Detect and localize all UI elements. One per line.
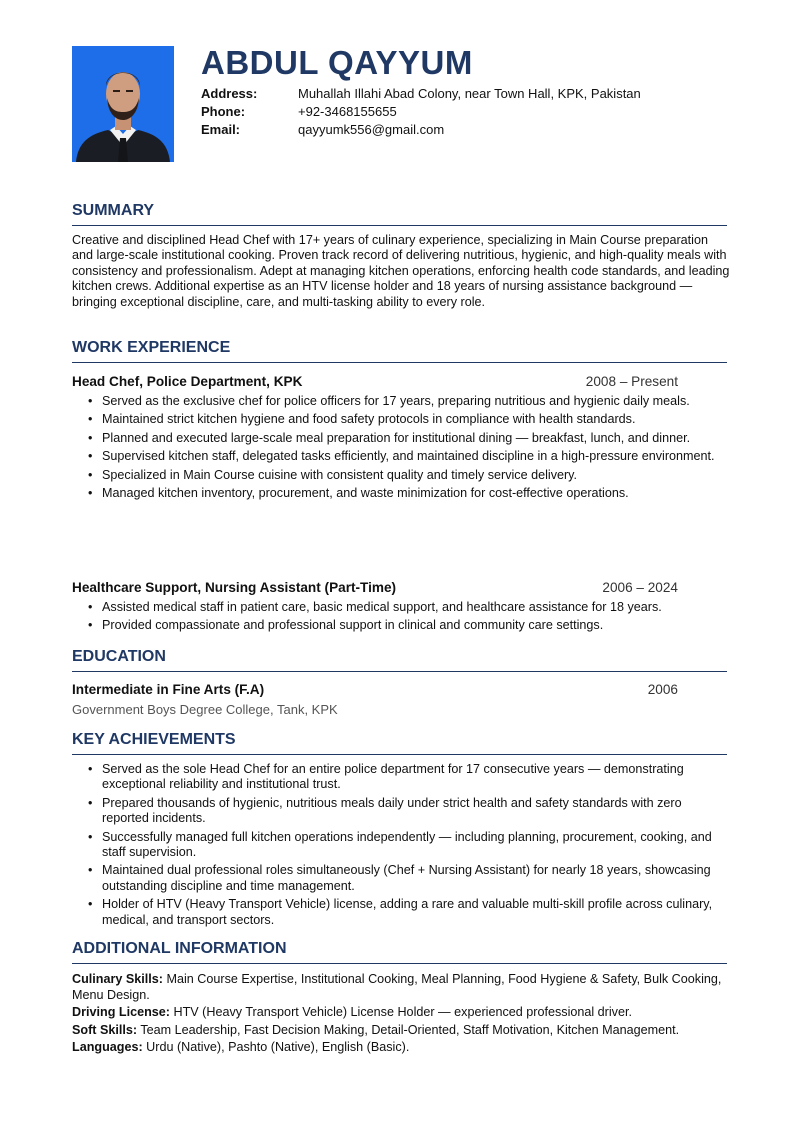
list-item: • Holder of HTV (Heavy Transport Vehicle) license, adding a rare and valuable multi-skill profile across culinary, medical, and transport sectors. bbox=[86, 897, 726, 928]
person-silhouette-icon bbox=[72, 46, 174, 162]
list-item: • Served as the exclusive chef for police officers for 17 years, preparing nutritious and hygienic daily meals. bbox=[86, 394, 726, 409]
contact-label: Phone: bbox=[201, 104, 246, 119]
list-item: • Maintained strict kitchen hygiene and food safety protocols in compliance with health standards. bbox=[86, 412, 726, 427]
info-value: Team Leadership, Fast Decision Making, Detail-Oriented, Staff Motivation, Kitchen Management. bbox=[137, 1022, 680, 1037]
profile-photo bbox=[72, 46, 174, 162]
info-value: Main Course Expertise, Institutional Cooking, Meal Planning, Food Hygiene & Safety, Bulk Cooking, Menu Design. bbox=[72, 972, 722, 1002]
achievements-heading: KEY ACHIEVEMENTS bbox=[72, 731, 727, 755]
achievements-list bbox=[86, 762, 726, 928]
info-value: Urdu (Native), Pashto (Native), English (Basic). bbox=[142, 1040, 410, 1055]
list-item: • Successfully managed full kitchen operations independently — including planning, procurement, cooking, and staff supervision. bbox=[86, 830, 726, 861]
info-row bbox=[72, 972, 732, 1003]
info-row bbox=[72, 1023, 732, 1039]
list-item: • Prepared thousands of hygienic, nutritious meals daily under strict health and safety standards with zero reported incidents. bbox=[86, 796, 726, 827]
contact-value: Muhallah Illahi Abad Colony, near Town Hall, KPK, Pakistan bbox=[298, 86, 641, 101]
degree-title: Intermediate in Fine Arts (F.A) bbox=[72, 682, 265, 697]
candidate-name: ABDUL QAYYUM bbox=[201, 44, 473, 81]
education-heading: EDUCATION bbox=[72, 648, 727, 672]
school-name: Government Boys Degree College, Tank, KPK bbox=[72, 702, 338, 717]
info-label: Culinary Skills: bbox=[72, 972, 163, 986]
list-item: • Supervised kitchen staff, delegated tasks efficiently, and maintained discipline in a high-pressure environment. bbox=[86, 449, 726, 464]
list-item: • Planned and executed large-scale meal preparation for institutional dining — breakfast, lunch, and dinner. bbox=[86, 431, 726, 446]
list-item: • Specialized in Main Course cuisine with consistent quality and timely service delivery. bbox=[86, 468, 726, 483]
additional-info-list bbox=[72, 972, 732, 1056]
list-item: • Provided compassionate and professional support in clinical and community care settings. bbox=[86, 618, 726, 633]
info-label: Languages: bbox=[72, 1040, 143, 1055]
additional-info-heading: ADDITIONAL INFORMATION bbox=[72, 940, 727, 964]
info-label: Driving License: bbox=[72, 1005, 170, 1020]
summary-text: Creative and disciplined Head Chef with 17+ years of culinary experience, specializing in Main Course preparation and large-scale institutional cooking. Proven track record of delivering nutritious, hygienic, and high-quality meals with consistency and professionalism. Adept at managing kitchen operations, enforcing health code standards, and leading kitchen crews. Additional expertise as an HTV license holder and 18 years of nursing assistance background — bringing exceptional discipline, care, and multi-tasking ability to every role. bbox=[72, 233, 730, 309]
list-item: • Assisted medical staff in patient care, basic medical support, and healthcare assistance for 18 years. bbox=[86, 600, 726, 615]
list-item: • Managed kitchen inventory, procurement, and waste minimization for cost-effective operations. bbox=[86, 486, 726, 501]
summary-heading: SUMMARY bbox=[72, 202, 727, 226]
contact-label: Address: bbox=[201, 86, 258, 101]
info-label: Soft Skills: bbox=[72, 1022, 138, 1037]
info-row bbox=[72, 1040, 732, 1056]
job-bullets bbox=[86, 600, 726, 634]
job-title: Head Chef, Police Department, KPK bbox=[72, 374, 303, 389]
info-row bbox=[72, 1005, 732, 1021]
job-title: Healthcare Support, Nursing Assistant (Part-Time) bbox=[72, 580, 397, 595]
job-date: 2006 – 2024 bbox=[602, 580, 678, 595]
degree-date: 2006 bbox=[647, 682, 678, 697]
contact-value: +92-3468155655 bbox=[298, 104, 397, 119]
list-item: • Served as the sole Head Chef for an entire police department for 17 consecutive years — demonstrating exceptional reliability and institutional trust. bbox=[86, 762, 726, 793]
info-value: HTV (Heavy Transport Vehicle) License Holder — experienced professional driver. bbox=[169, 1005, 632, 1020]
job-bullets bbox=[86, 394, 726, 501]
contact-label: Email: bbox=[201, 122, 241, 137]
contact-value: qayyumk556@gmail.com bbox=[298, 122, 445, 137]
work-experience-heading: WORK EXPERIENCE bbox=[72, 339, 727, 363]
job-date: 2008 – Present bbox=[585, 374, 678, 389]
list-item: • Maintained dual professional roles simultaneously (Chef + Nursing Assistant) for nearly 18 years, showcasing outstanding discipline and time management. bbox=[86, 863, 726, 894]
